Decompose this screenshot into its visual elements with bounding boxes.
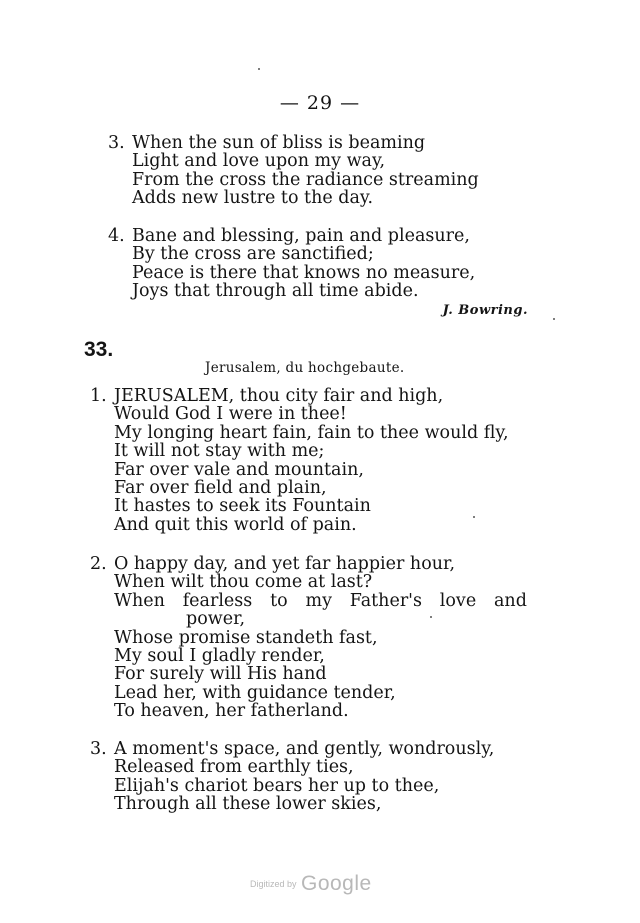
stanza-line: 3. When the sun of bliss is beaming xyxy=(108,133,426,153)
stanza-line: My longing heart fain, fain to thee would fly, xyxy=(114,422,509,443)
stanza-number: 1. xyxy=(90,386,107,406)
stanza-line: When wilt thou come at last? xyxy=(114,572,373,593)
prev-stanza-3 xyxy=(108,134,479,208)
stanza-line: By the cross are sanctified; xyxy=(132,244,374,265)
hymn-subtitle: Jerusalem, du hochgebaute. xyxy=(205,360,405,376)
stanza-line: Peace is there that knows no measure, xyxy=(132,262,476,283)
stanza-line: Elijah's chariot bears her up to thee, xyxy=(114,775,440,796)
stanza-line: Adds new lustre to the day. xyxy=(132,188,374,209)
stanza-line: 1. JERUSALEM, thou city fair and high, xyxy=(90,386,444,406)
google-logo: Google xyxy=(300,872,372,895)
stanza-line: Would God I were in thee! xyxy=(114,404,347,425)
hymn-number: 33. xyxy=(84,338,114,361)
stanza-number: 4. xyxy=(108,226,125,246)
stanza-line: 3. A moment's space, and gently, wondrously, xyxy=(90,739,495,759)
scan-speck xyxy=(430,616,432,618)
scan-speck xyxy=(553,318,555,320)
stanza-line: 4. Bane and blessing, pain and pleasure, xyxy=(108,226,470,246)
stanza-line: 2. O happy day, and yet far happier hour, xyxy=(90,554,456,574)
digitized-watermark xyxy=(250,872,372,896)
prev-stanza-4 xyxy=(108,227,475,301)
stanza-line: Whose promise standeth fast, xyxy=(114,627,378,648)
stanza-number: 3. xyxy=(108,133,125,153)
stanza-line: Far over field and plain, xyxy=(114,477,327,498)
stanza-line: Released from earthly ties, xyxy=(114,757,354,778)
stanza-line: Lead her, with guidance tender, xyxy=(114,682,396,703)
stanza-line: Light and love upon my way, xyxy=(132,151,386,172)
author-attribution: J. Bowring. xyxy=(442,303,528,318)
scan-speck xyxy=(473,516,475,518)
scan-speck xyxy=(258,68,260,70)
stanza-line: Far over vale and mountain, xyxy=(114,459,364,480)
stanza-line-continuation: power, xyxy=(186,609,246,630)
stanza-number: 2. xyxy=(90,554,107,574)
stanza-line: To heaven, her fatherland. xyxy=(114,701,349,722)
hymn-stanza-1 xyxy=(90,387,509,534)
stanza-line: My soul I gladly render, xyxy=(114,645,325,666)
stanza-line: It hastes to seek its Fountain xyxy=(114,496,371,517)
stanza-line: Through all these lower skies, xyxy=(114,794,382,815)
stanza-line: Joys that through all time abide. xyxy=(132,281,419,302)
watermark-prefix: Digitized by xyxy=(250,879,297,889)
stanza-line: From the cross the radiance streaming xyxy=(132,169,479,190)
stanza-line: For surely will His hand xyxy=(114,664,327,685)
stanza-line: It will not stay with me; xyxy=(114,441,325,462)
page-number: — 29 — xyxy=(279,92,361,114)
hymn-stanza-3 xyxy=(90,740,494,814)
stanza-line: And quit this world of pain. xyxy=(114,514,357,535)
justified-line: When fearless to my Father's love and xyxy=(114,590,527,611)
hymn-stanza-2 xyxy=(90,555,527,721)
stanza-number: 3. xyxy=(90,739,107,759)
stanza-line xyxy=(90,592,527,610)
